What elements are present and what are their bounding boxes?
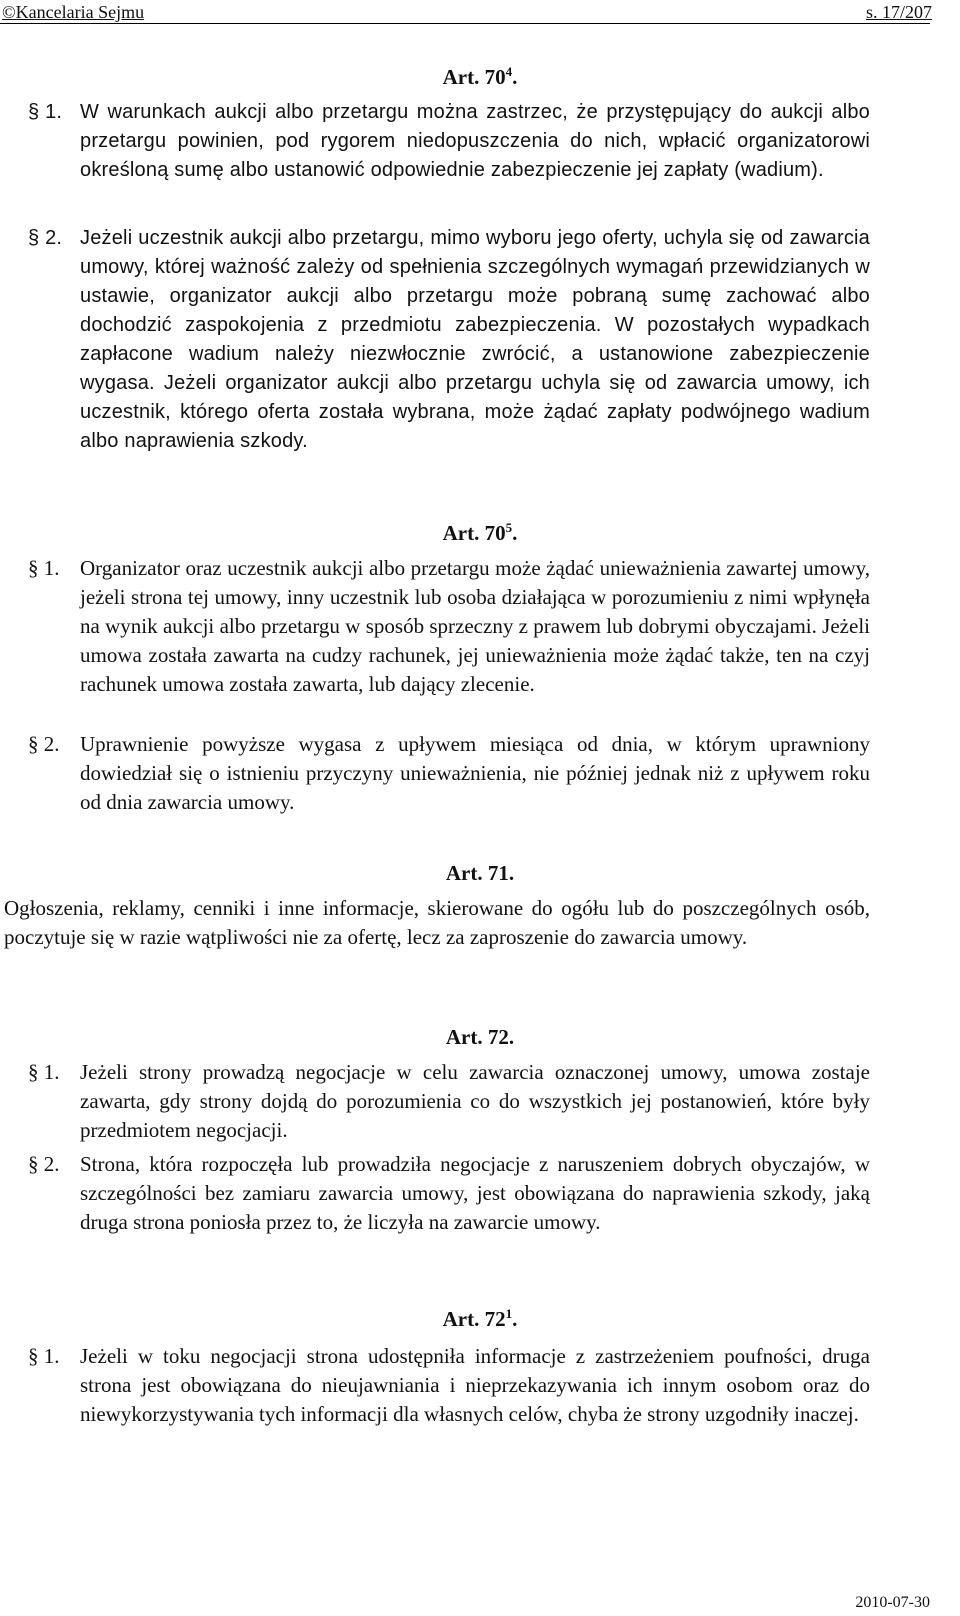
article-superscript: 5 [505, 520, 513, 535]
paragraph-number: § 2. [28, 227, 63, 249]
article-title: Art. 72. [445, 1025, 515, 1049]
paragraph-70-4-2 [28, 224, 870, 456]
paragraph-number: § 1. [28, 101, 63, 123]
paragraph-number: § 1. [28, 1060, 60, 1084]
article-heading-72 [0, 1024, 960, 1050]
paragraph-72-1 [28, 1058, 870, 1145]
article-heading-70-4 [0, 64, 960, 90]
paragraph-text: Organizator oraz uczestnik aukcji albo przetargu może żądać unieważnienia zawartej umowy, jeżeli strona tej umowy, inny uczestnik lub osoba działająca w porozumieniu z nimi wpłynęła na wynik aukcji albo przetargu w sposób sprzeczny z prawem lub dobrymi obyczajami. Jeżeli umowa została zawarta na cudzy rachunek, jej unieważnienia może żądać także, ten na czyj rachunek umowa została zawarta, lub dający zlecenie. [80, 556, 870, 696]
article-title: Art. 72 [442, 1307, 506, 1331]
paragraph-number: § 1. [28, 1344, 60, 1368]
paragraph-72-2 [28, 1150, 870, 1237]
paragraph-71 [4, 894, 870, 952]
paragraph-text: Strona, która rozpoczęła lub prowadziła negocjacje z naruszeniem dobrych obyczajów, w szczególności bez zamiaru zawarcia umowy, jest obowiązana do naprawienia szkody, jaką druga strona poniosła przez to, że liczyła na zawarcie umowy. [80, 1152, 870, 1234]
footer-date: 2010-07-30 [855, 1594, 930, 1611]
article-title-suffix: . [512, 65, 518, 89]
page-number: s. 17/207 [865, 2, 932, 22]
paragraph-70-4-1 [28, 98, 870, 185]
paragraph-72-1-1 [28, 1342, 870, 1429]
article-superscript: 4 [505, 64, 513, 79]
article-title-suffix: . [512, 1307, 518, 1331]
article-title-suffix: . [512, 521, 518, 545]
paragraph-70-5-1 [28, 554, 870, 699]
paragraph-text: Uprawnienie powyższe wygasa z upływem miesiąca od dnia, w którym uprawniony dowiedział się o istnieniu przyczyny unieważnienia, nie później jednak niż z upływem roku od dnia zawarcia umowy. [80, 732, 870, 814]
paragraph-70-5-2 [28, 730, 870, 817]
page-header [0, 0, 960, 26]
article-title: Art. 71. [445, 861, 515, 885]
header-rule [0, 23, 930, 24]
paragraph-number: § 2. [28, 1152, 60, 1176]
paragraph-text: Ogłoszenia, reklamy, cenniki i inne informacje, skierowane do ogółu lub do poszczególnych osób, poczytuje się w razie wątpliwości nie za ofertę, lecz za zaproszenie do zawarcia umowy. [4, 896, 870, 949]
article-title: Art. 70 [442, 65, 506, 89]
publisher-link[interactable]: ©Kancelaria Sejmu [2, 2, 145, 22]
paragraph-text: W warunkach aukcji albo przetargu można zastrzec, że przystępujący do aukcji albo przetargu powinien, pod rygorem niedopuszczenia do nich, wpłacić organizatorowi określoną sumę albo ustanowić odpowiednie zabezpieczenie jej zapłaty (wadium). [80, 101, 870, 181]
article-superscript: 1 [505, 1306, 513, 1321]
paragraph-number: § 2. [28, 732, 60, 756]
paragraph-text: Jeżeli w toku negocjacji strona udostępniła informacje z zastrzeżeniem poufności, druga strona jest obowiązana do nieujawniania i nieprzekazywania ich innym osobom oraz do niewykorzystywania tych informacji dla własnych celów, chyba że strony uzgodniły inaczej. [80, 1344, 870, 1426]
paragraph-number: § 1. [28, 556, 60, 580]
article-heading-70-5 [0, 520, 960, 546]
article-heading-71 [0, 860, 960, 886]
paragraph-text: Jeżeli strony prowadzą negocjacje w celu zawarcia oznaczonej umowy, umowa zostaje zawarta, gdy strony dojdą do porozumienia co do wszystkich jej postanowień, które były przedmiotem negocjacji. [80, 1060, 870, 1142]
article-heading-72-1 [0, 1306, 960, 1332]
article-title: Art. 70 [442, 521, 506, 545]
paragraph-text: Jeżeli uczestnik aukcji albo przetargu, mimo wyboru jego oferty, uchyla się od zawarcia umowy, której ważność zależy od spełnienia szczególnych wymagań przewidzianych w ustawie, organizator aukcji albo przetargu może pobraną sumę zachować albo dochodzić zaspokojenia z przedmiotu zabezpieczenia. W pozostałych wypadkach zapłacone wadium należy niezwłocznie zwrócić, a ustanowione zabezpieczenie wygasa. Jeżeli organizator aukcji albo przetargu uchyla się od zawarcia umowy, ich uczestnik, którego oferta została wybrana, może żądać zapłaty podwójnego wadium albo naprawienia szkody. [80, 227, 870, 452]
